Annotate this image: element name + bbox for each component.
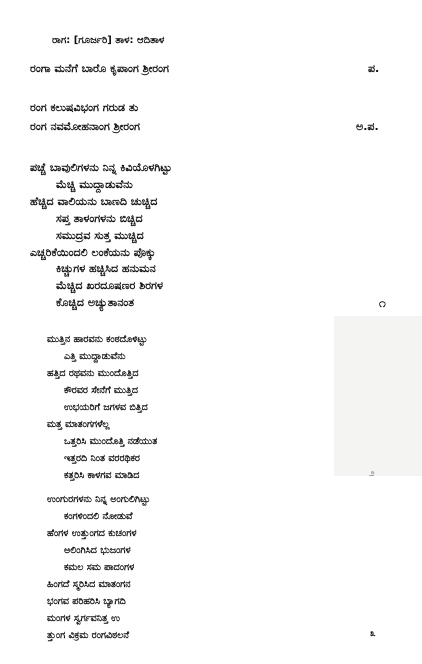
stanza3-line-8: ಮಂಗಳ ಸ್ವರ್ಗವನಿತ್ತ ಉ bbox=[47, 613, 120, 624]
anupallavi-mark: ಅ.ಪ. bbox=[356, 120, 379, 133]
anupallavi-line-1: ರಂಗ ಕಲುಷವಿಭಂಗ ಗರುಡ ತು bbox=[30, 101, 139, 114]
stanza3-line-6: ಹಿಂಗದೆ ಸ್ಮರಿಸಿದ ಮಾತಂಗನ bbox=[47, 579, 131, 590]
stanza1-line-8: ಮೆಚ್ಚಿದ ಖರದೂಷಣರ ಶಿರಗಳ bbox=[56, 279, 163, 292]
stanza2-line-1: ಮುತ್ತಿನ ಹಾರವನು ಕಂಠದೊಳಿಟ್ಟು bbox=[47, 334, 148, 345]
stanza2-mark: ೨ bbox=[369, 468, 375, 479]
stanza2-line-4: ಕೌರವರ ಸೇನೆಗೆ ಮುತ್ತಿದ bbox=[64, 385, 138, 396]
stanza3-line-4: ಅಲಿಂಗಿಸಿದ ಭುಜಂಗಳ bbox=[64, 545, 131, 556]
stanza2-line-5: ಉಭಯರಿಗೆ ಜಗಳವ ಬಿತ್ತಿದ bbox=[64, 402, 148, 413]
stanza3-line-7: ಭಂಗವ ಪರಿಹರಿಸಿ ಬ್ಯಾಗದಿ bbox=[47, 596, 126, 607]
raga-tala-header: ರಾಗ: [ಗೂರ್ಜರಿ] ತಾಳ: ಆದಿತಾಳ bbox=[52, 35, 165, 46]
stanza2-line-7: ಒತ್ತರಿಸಿ ಮುಂದೊತ್ತಿ ನಡೆಯುತ bbox=[64, 436, 158, 447]
stanza3-line-3: ಹೆಂಗಳ ಉತ್ತುಂಗದ ಕುಚಂಗಳ bbox=[47, 528, 137, 539]
stanza1-line-5: ಸಮುದ್ರವ ಸುತ್ತ ಮುಚ್ಚಿದ bbox=[56, 229, 144, 242]
stanza1-line-2: ಮೆಚ್ಚಿ ಮುದ್ದಾಡುವೆನು bbox=[56, 178, 133, 191]
pallavi-line: ರಂಗಾ ಮನೆಗೆ ಬಾರೊ ಕೃಪಾಂಗ ಶ್ರೀರಂಗ bbox=[30, 62, 169, 75]
stanza2-line-8: ಇತ್ತರದಿ ನಿಂತ ವರರಥಿಕರ bbox=[64, 453, 140, 464]
pallavi-mark: ಪ. bbox=[368, 62, 380, 75]
stanza3-mark: ೩ bbox=[370, 628, 376, 639]
stanza2-line-6: ಮತ್ತ ಮಾತಂಗಗಳೆಲ್ಲ bbox=[47, 419, 110, 430]
stanza3-line-1: ಉಂಗುರಗಳನು ನಿನ್ನ ಅಂಗುಲಿಗಿಟ್ಟು bbox=[47, 494, 151, 505]
stanza1-line-1: ಪಚ್ಚೆ ಬಾವುಲಿಗಳನು ನಿನ್ನ ಕಿವಿಯೊಳಗಿಟ್ಟು bbox=[30, 161, 172, 174]
stanza1-line-6: ಎಚ್ಚರಿಕೆಯಿಂದಲಿ ಲಂಕೆಯನು ಪೊಕ್ಕು bbox=[30, 246, 156, 259]
anupallavi-line-2: ರಂಗ ನವಮೋಹನಾಂಗ ಶ್ರೀರಂಗ bbox=[30, 120, 140, 133]
scan-shading bbox=[334, 316, 422, 476]
stanza1-line-9: ಕೊಚ್ಚಿದ ಅಚ್ಯುತಾನಂತ bbox=[56, 296, 135, 309]
stanza2-line-2: ಎತ್ತಿ ಮುದ್ದಾಡುವೆನು bbox=[64, 351, 126, 362]
stanza1-line-4: ಸಪ್ತ ತಾಳಂಗಳನು ಬಿಚ್ಚಿದ bbox=[56, 212, 143, 225]
stanza1-line-3: ಹೆಚ್ಚಿದ ವಾಲಿಯನು ಬಾಣದಿ ಚುಚ್ಚಿದ bbox=[30, 195, 158, 208]
stanza3-line-9: ತ್ತುಂಗ ವಿಕ್ರಮ ರಂಗವಿಠಲನೆ bbox=[47, 630, 130, 641]
stanza3-line-2: ಕಂಗಳಿಂದಲಿ ನೋಡುವೆ bbox=[64, 511, 133, 522]
stanza2-line-3: ಹತ್ತಿದ ರಥವನು ಮುಂದೊತ್ತಿದ bbox=[47, 368, 139, 379]
stanza1-mark: ೧ bbox=[379, 296, 386, 310]
stanza3-line-5: ಕಮಲ ಸಮ ಪಾದಂಗಳ bbox=[64, 562, 135, 573]
stanza1-line-7: ಕಿಚ್ಚುಗಳ ಹಚ್ಚಿಸಿದ ಹನುಮನ bbox=[56, 262, 156, 275]
stanza2-line-9: ಕತ್ತರಿಸಿ ಕಾಳಗವ ಮಾಡಿದ bbox=[64, 470, 140, 481]
